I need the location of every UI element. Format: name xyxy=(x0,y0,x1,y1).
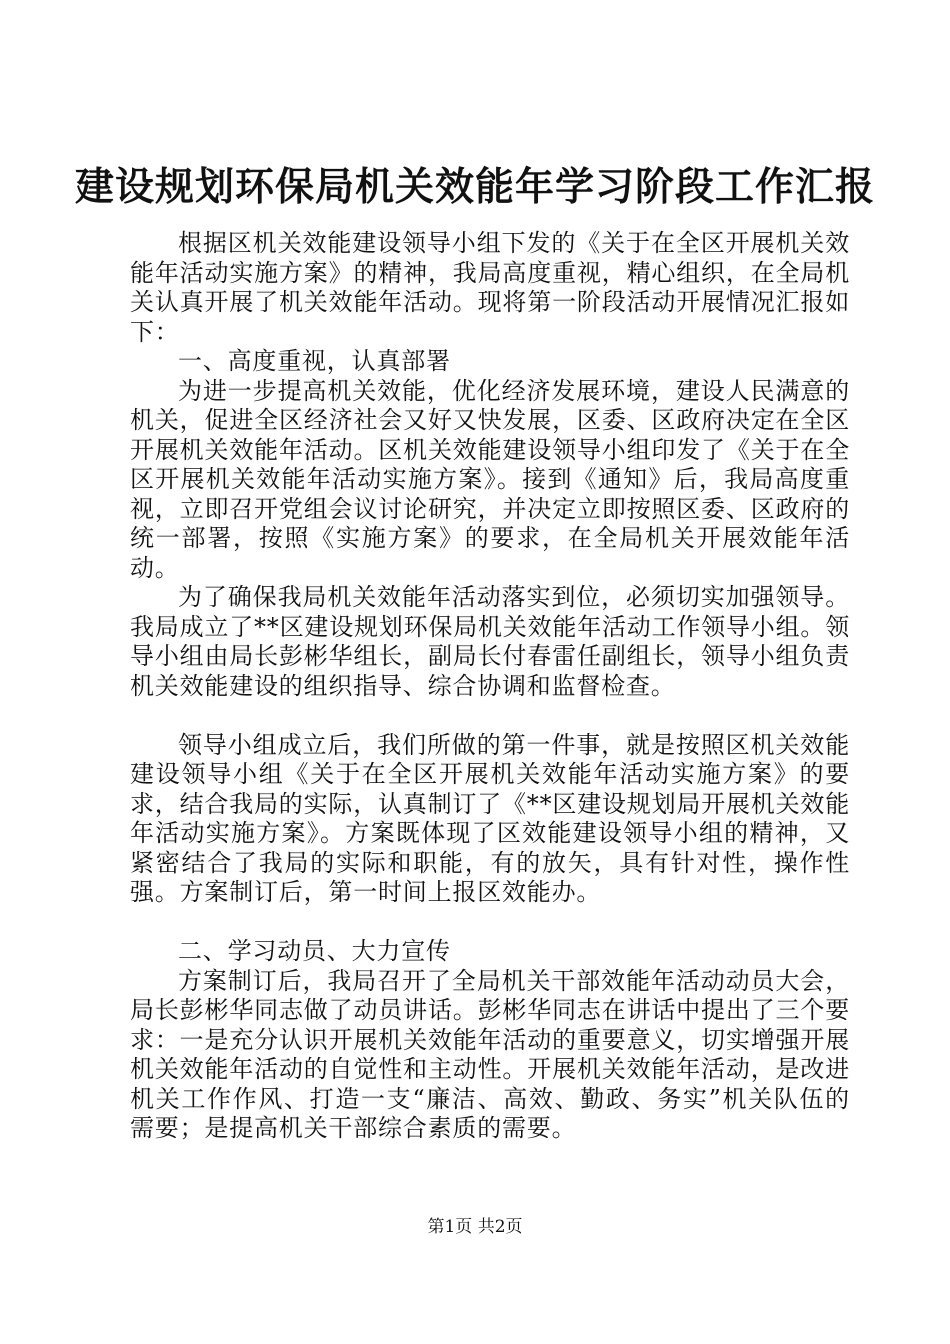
paragraph-2: 为了确保我局机关效能年活动落实到位，必须切实加强领导。我局成立了**区建设规划环保局机关效能年活动工作领导小组。领导小组由局长彭彬华组长，副局长付春雷任副组长，领导小组负责机关效能建设的组织指导、综合协调和监督检查。 xyxy=(130,583,850,700)
paragraph-3: 领导小组成立后，我们所做的第一件事，就是按照区机关效能建设领导小组《关于在全区开展机关效能年活动实施方案》的要求，结合我局的实际，认真制订了《**区建设规划局开展机关效能年活动实施方案》。方案既体现了区效能建设领导小组的精神，又紧密结合了我局的实际和职能，有的放矢，具有针对性，操作性强。方案制订后，第一时间上报区效能办。 xyxy=(130,730,850,906)
document-title: 建设规划环保局机关效能年学习阶段工作汇报 xyxy=(74,164,875,210)
paragraph-4: 方案制订后，我局召开了全局机关干部效能年活动动员大会，局长彭彬华同志做了动员讲话。彭彬华同志在讲话中提出了三个要求：一是充分认识开展机关效能年活动的重要意义，切实增强开展机关效能年活动的自觉性和主动性。开展机关效能年活动，是改进机关工作作风、打造一支“廉洁、高效、勤政、务实”机关队伍的需要；是提高机关干部综合素质的需要。 xyxy=(130,966,850,1142)
paragraph-1: 为进一步提高机关效能，优化经济发展环境，建设人民满意的机关，促进全区经济社会又好又快发展，区委、区政府决定在全区开展机关效能年活动。区机关效能建设领导小组印发了《关于在全区开展机关效能年活动实施方案》。接到《通知》后，我局高度重视，立即召开党组会议讨论研究，并决定立即按照区委、区政府的统一部署，按照《实施方案》的要求，在全局机关开展效能年活动。 xyxy=(130,376,850,582)
document-body xyxy=(130,229,850,1144)
section-heading-1: 一、高度重视，认真部署 xyxy=(178,347,451,375)
paragraph-intro: 根据区机关效能建设领导小组下发的《关于在全区开展机关效能年活动实施方案》的精神，我局高度重视，精心组织，在全局机关认真开展了机关效能年活动。现将第一阶段活动开展情况汇报如下： xyxy=(130,229,850,346)
page-number: 第1页 共2页 xyxy=(427,1217,523,1237)
section-heading-2: 二、学习动员、大力宣传 xyxy=(178,937,451,965)
